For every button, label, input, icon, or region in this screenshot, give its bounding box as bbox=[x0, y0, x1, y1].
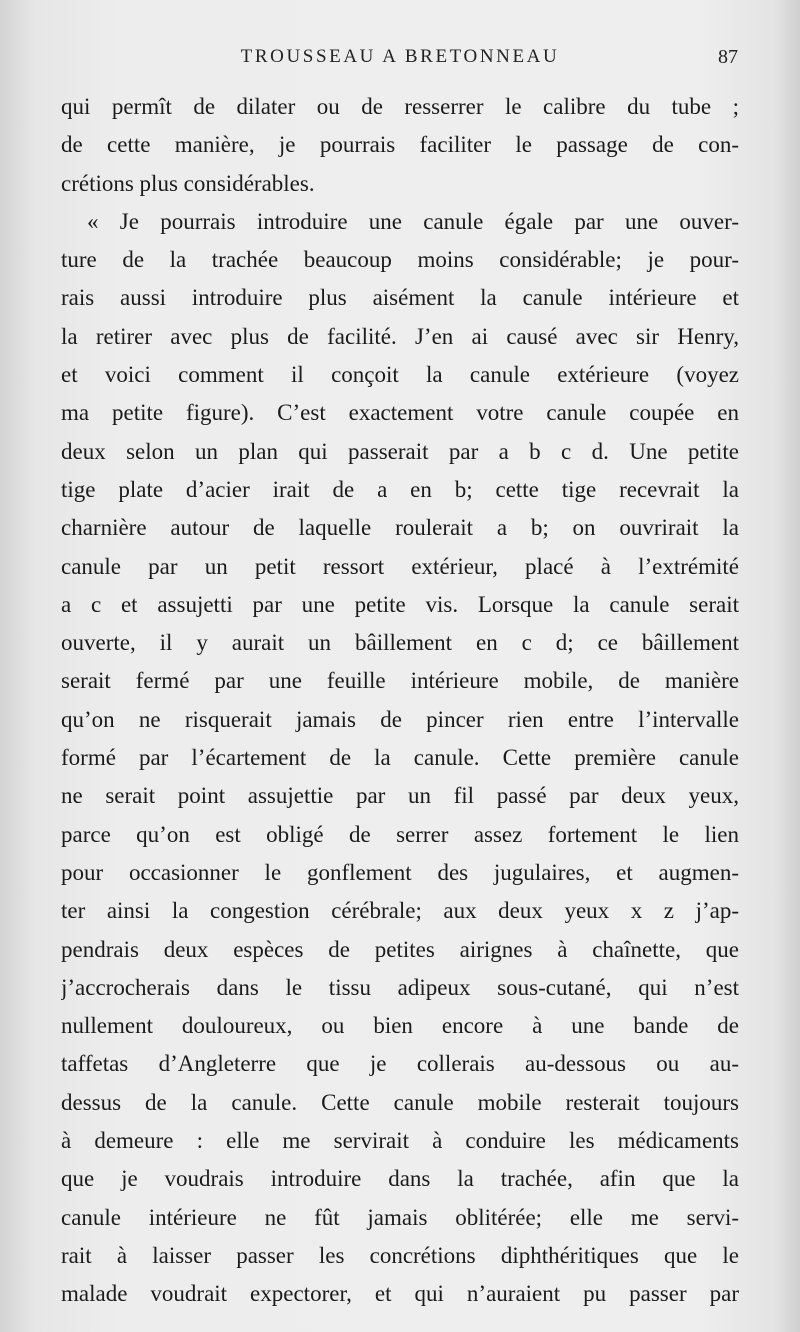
text-line: formé par l’écartement de la canule. Cette première canule bbox=[61, 745, 739, 771]
text-line: tige plate d’acier irait de a en b; cette tige recevrait la bbox=[61, 476, 739, 502]
text-line: crétions plus considérables. bbox=[61, 170, 315, 196]
text-line: de cette manière, je pourrais faciliter le passage de con- bbox=[61, 132, 739, 158]
text-line: à demeure : elle me servirait à conduire les médicaments bbox=[61, 1128, 739, 1154]
text-line: malade voudrait expectorer, et qui n’auraient pu passer par bbox=[61, 1281, 739, 1307]
running-head bbox=[60, 46, 740, 76]
text-line: ture de la trachée beaucoup moins considérable; je pour- bbox=[61, 247, 739, 273]
page-number: 87 bbox=[718, 46, 738, 68]
body-text bbox=[61, 88, 739, 1314]
text-line: dessus de la canule. Cette canule mobile resterait toujours bbox=[61, 1089, 739, 1115]
text-line: et voici comment il conçoit la canule extérieure (voyez bbox=[61, 362, 739, 388]
text-line: j’accrocherais dans le tissu adipeux sous-cutané, qui n’est bbox=[61, 974, 739, 1000]
text-line: ouverte, il y aurait un bâillement en c d; ce bâillement bbox=[61, 630, 739, 656]
text-line: rais aussi introduire plus aisément la canule intérieure et bbox=[61, 285, 739, 311]
text-line: deux selon un plan qui passerait par a b c d. Une petite bbox=[61, 438, 739, 464]
text-line: ter ainsi la congestion cérébrale; aux deux yeux x z j’ap- bbox=[61, 898, 739, 924]
text-line: pendrais deux espèces de petites airignes à chaînette, que bbox=[61, 936, 739, 962]
running-title: TROUSSEAU A BRETONNEAU bbox=[240, 46, 560, 67]
text-line: canule par un petit ressort extérieur, placé à l’extrémité bbox=[61, 553, 739, 579]
text-line: ne serait point assujettie par un fil passé par deux yeux, bbox=[61, 783, 739, 809]
text-line: parce qu’on est obligé de serrer assez fortement le lien bbox=[61, 821, 739, 847]
text-line: serait fermé par une feuille intérieure mobile, de manière bbox=[61, 668, 739, 694]
text-line: qui permît de dilater ou de resserrer le calibre du tube ; bbox=[61, 94, 739, 119]
text-line: que je voudrais introduire dans la trachée, afin que la bbox=[61, 1166, 739, 1192]
text-line: taffetas d’Angleterre que je collerais au-dessous ou au- bbox=[61, 1051, 739, 1077]
text-line: ma petite figure). C’est exactement votre canule coupée en bbox=[61, 400, 739, 426]
text-line: « Je pourrais introduire une canule égale par une ouver- bbox=[87, 208, 739, 234]
text-line: qu’on ne risquerait jamais de pincer rien entre l’intervalle bbox=[61, 706, 739, 732]
text-line: pour occasionner le gonflement des jugulaires, et augmen- bbox=[61, 859, 739, 885]
text-line: canule intérieure ne fût jamais oblitérée; elle me servi- bbox=[61, 1204, 739, 1230]
text-line: a c et assujetti par une petite vis. Lorsque la canule serait bbox=[61, 591, 739, 617]
text-line: charnière autour de laquelle roulerait a b; on ouvrirait la bbox=[61, 515, 739, 541]
text-line: la retirer avec plus de facilité. J’en ai causé avec sir Henry, bbox=[61, 323, 739, 349]
text-line: nullement douloureux, ou bien encore à une bande de bbox=[61, 1013, 739, 1039]
text-line: rait à laisser passer les concrétions diphthéritiques que le bbox=[61, 1242, 739, 1268]
